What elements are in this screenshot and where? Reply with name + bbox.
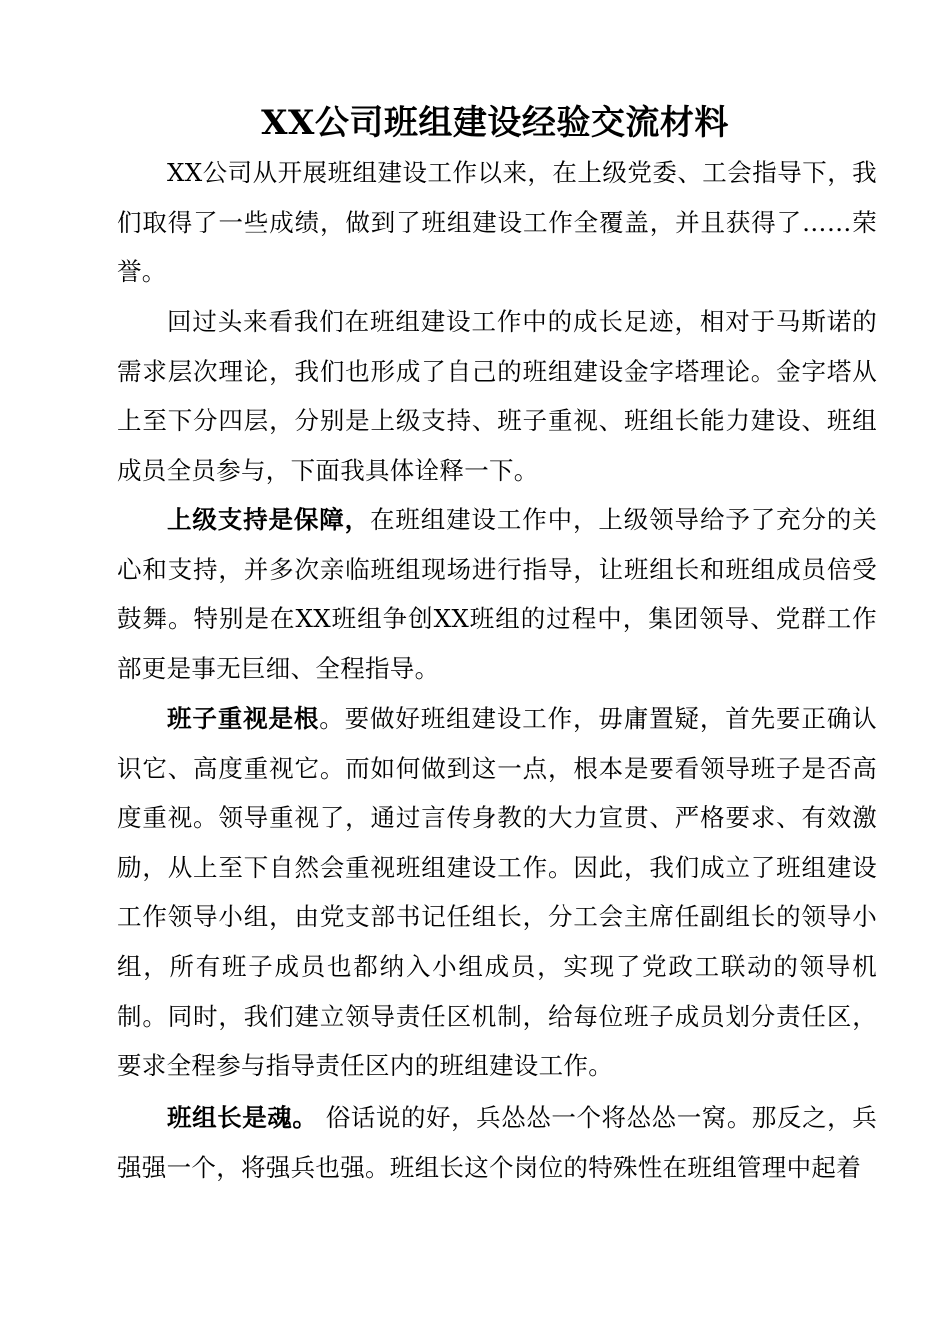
document-title: XX公司班组建设经验交流材料 xyxy=(261,103,729,143)
paragraph-intro xyxy=(117,148,877,297)
paragraph-text: XX公司从开展班组建设工作以来，在上级党委、工会指导下，我们取得了一些成绩，做到了班组建设工作全覆盖，并且获得了……荣誉。 xyxy=(117,158,877,287)
paragraph-pyramid-theory xyxy=(117,297,877,495)
paragraph-team-leader xyxy=(117,1093,877,1192)
paragraph-leadership-attention xyxy=(117,694,877,1091)
paragraph-text: 。要做好班组建设工作，毋庸置疑，首先要正确认识它、高度重视它。而如何做到这一点，根本是要看领导班子是否高度重视。领导重视了，通过言传身教的大力宣贯、严格要求、有效激励，从上至下自然会重视班组建设工作。因此，我们成立了班组建设工作领导小组，由党支部书记任组长，分工会主席任副组长的领导小组，所有班子成员也都纳入小组成员，实现了党政工联动的领导机制。同时，我们建立领导责任区机制，给每位班子成员划分责任区，要求全程参与指导责任区内的班组建设工作。 xyxy=(117,704,877,1081)
paragraph-superior-support xyxy=(117,495,877,693)
paragraph-heading: 班组长是魂。 xyxy=(167,1103,318,1132)
paragraph-heading: 班子重视是根 xyxy=(167,704,320,733)
paragraph-text: 在班组建设工作中，上级领导给予了充分的关心和支持，并多次亲临班组现场进行指导，让班组长和班组成员倍受鼓舞。特别是在XX班组争创XX班组的过程中，集团领导、党群工作部更是事无巨细、全程指导。 xyxy=(117,505,878,683)
paragraph-text: 俗话说的好，兵怂怂一个将怂怂一窝。那反之，兵强强一个，将强兵也强。班组长这个岗位的特殊性在班组管理中起着 xyxy=(117,1103,877,1182)
paragraph-text: 回过头来看我们在班组建设工作中的成长足迹，相对于马斯诺的需求层次理论，我们也形成了自己的班组建设金字塔理论。金字塔从上至下分四层，分别是上级支持、班子重视、班组长能力建设、班组成员全员参与，下面我具体诠释一下。 xyxy=(117,307,877,485)
paragraph-heading: 上级支持是保障， xyxy=(167,505,371,534)
